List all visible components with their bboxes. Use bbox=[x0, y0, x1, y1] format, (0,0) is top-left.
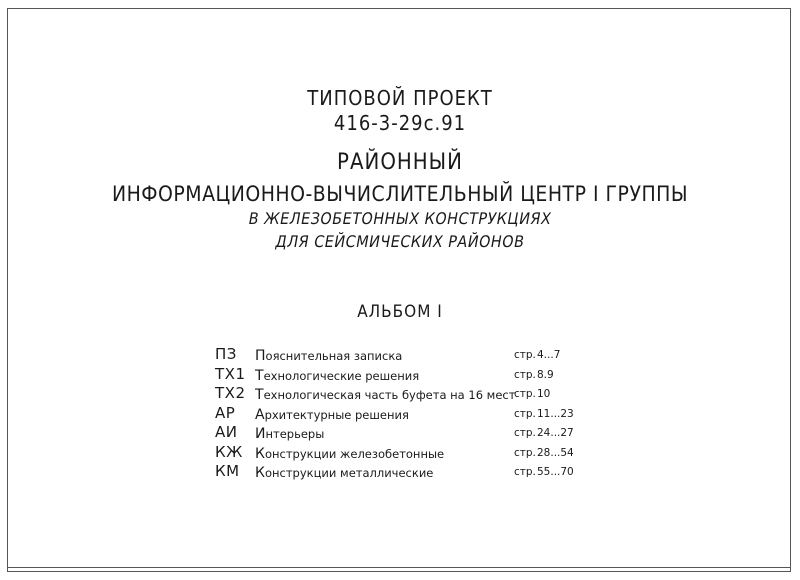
project-type-title: ТИПОВОЙ ПРОЕКТ bbox=[307, 86, 493, 110]
toc-title: Интерьеры bbox=[255, 426, 325, 442]
toc-page-abbr: стр. bbox=[514, 368, 536, 381]
toc-page-abbr: стр. bbox=[514, 388, 536, 400]
toc-title: Пояснительная записка bbox=[255, 348, 403, 364]
toc-code: АИ bbox=[215, 423, 238, 441]
toc-code: КМ bbox=[215, 462, 240, 480]
toc-code: ПЗ bbox=[215, 345, 237, 363]
toc-page-abbr: стр. bbox=[514, 349, 536, 361]
toc-pages: 55...70 bbox=[537, 466, 574, 478]
toc-row bbox=[215, 384, 595, 404]
toc-row bbox=[215, 423, 595, 443]
toc-title: Архитектурные решения bbox=[255, 406, 409, 423]
toc-pages: 10 bbox=[537, 388, 551, 400]
toc-page-abbr: стр. bbox=[514, 446, 536, 459]
toc-pages: 8.9 bbox=[537, 368, 554, 381]
toc-row bbox=[215, 443, 595, 463]
toc-page-abbr: стр. bbox=[514, 427, 536, 439]
toc-row bbox=[215, 345, 595, 365]
project-name-line-4: ДЛЯ СЕЙСМИЧЕСКИХ РАЙОНОВ bbox=[273, 232, 527, 251]
toc-code: КЖ bbox=[215, 442, 243, 461]
toc-page-abbr: стр. bbox=[514, 466, 536, 478]
toc-row bbox=[215, 365, 595, 385]
toc-pages: 28...54 bbox=[537, 446, 574, 459]
toc-title: Конструкции железобетонные bbox=[255, 445, 445, 462]
toc-code: АР bbox=[215, 403, 236, 422]
toc-row bbox=[215, 462, 595, 482]
toc-row bbox=[215, 404, 595, 424]
toc-title: Технологические решения bbox=[255, 367, 420, 384]
toc-pages: 11...23 bbox=[537, 407, 574, 420]
toc-page-abbr: стр. bbox=[514, 407, 536, 420]
toc-title: Конструкции металлические bbox=[255, 465, 434, 481]
toc-code: ТХ2 bbox=[215, 384, 246, 402]
album-title: АЛЬБОМ I bbox=[357, 302, 443, 322]
project-name-line-3: В ЖЕЛЕЗОБЕТОННЫХ КОНСТРУКЦИЯХ bbox=[247, 209, 553, 228]
toc-title: Технологическая часть буфета на 16 мест bbox=[255, 387, 516, 403]
toc-pages: 24...27 bbox=[537, 427, 574, 439]
project-name-line-2: ИНФОРМАЦИОННО-ВЫЧИСЛИТЕЛЬНЫЙ ЦЕНТР I ГРУППЫ bbox=[111, 182, 689, 206]
toc-pages: 4...7 bbox=[537, 349, 561, 361]
toc-code: ТХ1 bbox=[215, 364, 246, 383]
project-name-line-1: РАЙОННЫЙ bbox=[337, 150, 463, 175]
table-of-contents bbox=[215, 345, 595, 482]
project-number: 416-3-29с.91 bbox=[333, 111, 467, 135]
